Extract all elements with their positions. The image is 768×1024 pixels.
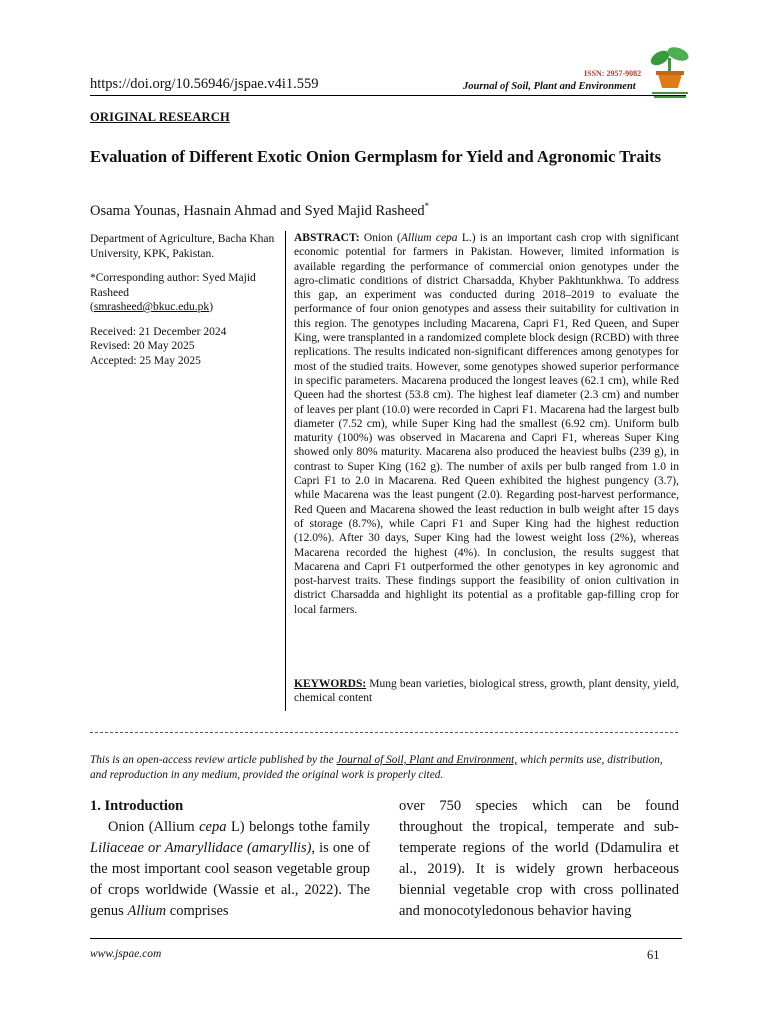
intro-italic-1: cepa <box>199 819 227 835</box>
footer-rule <box>90 938 682 939</box>
corresponding-mark: * <box>424 201 430 211</box>
corresponding-author <box>90 271 275 315</box>
journal-logo-icon <box>648 44 692 102</box>
intro-text-4: comprises <box>166 903 229 919</box>
open-access-notice <box>90 753 680 783</box>
journal-name: Journal of Soil, Plant and Environment <box>463 81 636 92</box>
intro-text-2: L) belongs tothe family <box>226 819 370 835</box>
email-link[interactable]: smrasheed@bkuc.edu.pk <box>93 301 210 313</box>
department: Department of Agriculture, Bacha Khan University, KPK, Pakistan. <box>90 233 275 260</box>
abstract-text-1: Onion ( <box>359 232 401 244</box>
header-rule <box>90 95 686 96</box>
author-list <box>90 201 429 220</box>
abstract-species: Allium cepa <box>400 232 458 244</box>
issn-label: ISSN: 2957-9082 <box>584 69 642 78</box>
abstract-text-2: L.) is an important cash crop with significant economic potential for farmers in Pakistan. However, limited information is available regarding the performance of commercial onion genotypes under the agro-climatic conditions of district Charsadda, Khyber Pakhtunkhwa. To address this gap, an experiment was conducted during 2018–2019 to evaluate the performance of four onion genotypes and assess their suitability for cultivation in this region. The genotypes including Macarena, Capri F1, Red Queen, and Super King, were transplanted in a randomized complete block design (RCBD) with three replications. The results indicated non-significant differences among genotypes for most of the studied traits. However, some genotypes showed superior performance in specific parameters. Macarena produced the longest leaves (62.1 cm), while Red Queen had the shortest (53.8 cm). The highest leaf diameter (2.3 cm) and number of leaves per plant (10.0) were recorded in Capri F1. Macarena had the largest bulb diameter (7.52 cm), while Super King had the smallest (6.92 cm). Uniform bulb maturity (100%) was observed in Macarena and Capri F1, whereas Super King showed only 80% maturity. Macarena also produced the heaviest bulbs (239 g), in contrast to Super King (162 g). The number of axils per bulb ranged from 1.0 in Capri F1 to 2.0 in Macarena. Red Queen exhibited the highest pungency (3.7), while Macarena was the least pungent (2.0). Regarding post-harvest performance, Red Queen and Macarena showed the least reduction in bulb weight after 15 days of storage (8.7%), while Capri F1 and Super King had the highest reduction (12.0%). After 30 days, Super King had the lowest weight loss (2%), whereas Macarena recorded the highest (4%). In conclusion, the results suggest that Macarena and Capri F1 outperformed the other genotypes in key agronomic and post-harvest traits. These findings support the feasibility of onion cultivation in district Charsadda and highlight its potential as a profitable gap-filling crop for local farmers. <box>294 232 679 616</box>
intro-column-left <box>90 796 370 922</box>
keywords <box>294 677 679 706</box>
accepted-date: Accepted: 25 May 2025 <box>90 354 201 367</box>
notice-text-1: This is an open-access review article published by the <box>90 754 337 766</box>
intro-text-1: Onion (Allium <box>108 819 200 835</box>
abstract-label: ABSTRACT: <box>294 232 360 244</box>
intro-right-text: over 750 species which can be found throughout the tropical, temperate and sub-temperate regions of the world (Ddamulira et al., 2019). It is widely grown herbaceous biennial vegetable crop with cross pollinated and monocotyledonous behavior having <box>399 798 679 919</box>
intro-column-right <box>399 796 679 922</box>
authors-text: Osama Younas, Hasnain Ahmad and Syed Majid Rasheed <box>90 202 425 219</box>
intro-heading: 1. Introduction <box>90 798 184 814</box>
email-open: ( <box>90 301 94 313</box>
doi-link[interactable]: https://doi.org/10.56946/jspae.v4i1.559 <box>90 76 319 92</box>
section-tag: ORIGINAL RESEARCH <box>90 110 230 124</box>
corresponding-author-name: *Corresponding author: Syed Majid Rasheed <box>90 272 256 299</box>
keywords-label: KEYWORDS: <box>294 678 367 690</box>
email-close: ) <box>209 301 214 313</box>
notice-text-2: which permits use, distribution, and reproduction in any medium, provided the original work is properly cited. <box>90 754 663 781</box>
intro-text-3: is one of the most important cool season vegetable group of crops worldwide (Wassie et al., 2022). The genus <box>90 840 371 919</box>
intro-italic-2: Liliaceae or Amaryllidace (amaryllis), <box>90 840 316 856</box>
intro-italic-3: Allium <box>127 903 167 919</box>
received-date: Received: 21 December 2024 <box>90 325 227 338</box>
affiliation-block <box>90 232 275 378</box>
footer-website[interactable]: www.jspae.com <box>90 948 162 960</box>
page-number: 61 <box>647 948 660 962</box>
dates <box>90 325 275 369</box>
dashed-divider <box>90 732 678 733</box>
keywords-text: Mung bean varieties, biological stress, growth, plant density, yield, chemical content <box>294 678 679 705</box>
revised-date: Revised: 20 May 2025 <box>90 340 195 352</box>
article-title: Evaluation of Different Exotic Onion Germplasm for Yield and Agronomic Traits <box>90 147 662 166</box>
abstract <box>294 231 679 617</box>
intro-paragraph <box>90 817 370 922</box>
journal-link[interactable]: Journal of Soil, Plant and Environment, <box>336 754 518 766</box>
